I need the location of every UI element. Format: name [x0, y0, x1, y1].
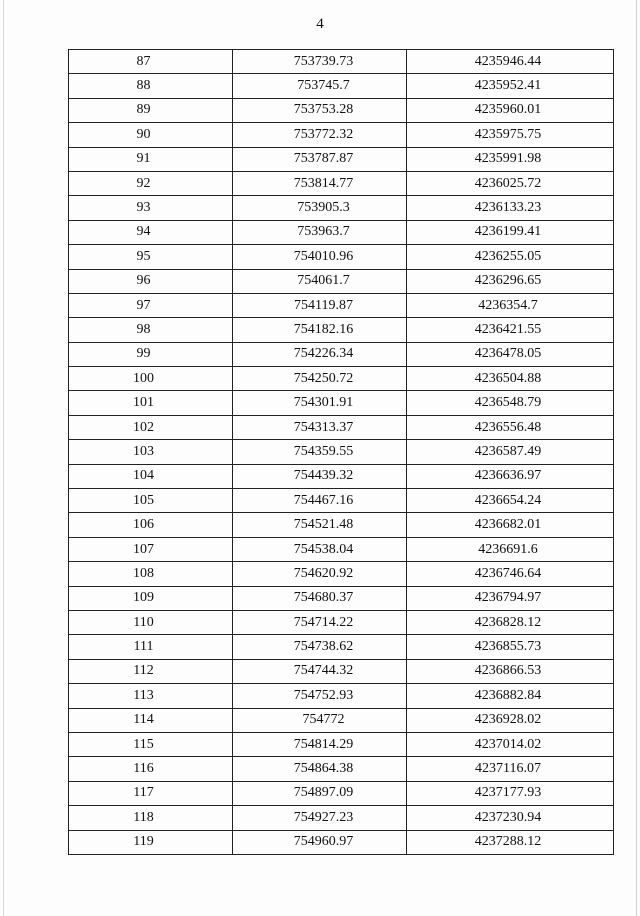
table-row: [69, 781, 614, 805]
point-number-cell: 104: [69, 464, 233, 488]
point-number-cell: 108: [69, 562, 233, 586]
scan-edge-left: [3, 0, 4, 916]
y-coordinate-cell: 4236654.24: [407, 489, 614, 513]
y-coordinate-cell: 4236255.05: [407, 245, 614, 269]
table-row: [69, 513, 614, 537]
y-coordinate-cell: 4236133.23: [407, 196, 614, 220]
table-row: [69, 391, 614, 415]
point-number-cell: 117: [69, 781, 233, 805]
x-coordinate-cell: 753814.77: [233, 171, 407, 195]
table-row: [69, 318, 614, 342]
table-row: [69, 489, 614, 513]
y-coordinate-cell: 4236548.79: [407, 391, 614, 415]
y-coordinate-cell: 4236828.12: [407, 610, 614, 634]
point-number-cell: 102: [69, 415, 233, 439]
coordinates-table-body: [69, 50, 614, 855]
table-row: [69, 440, 614, 464]
x-coordinate-cell: 754301.91: [233, 391, 407, 415]
y-coordinate-cell: 4236025.72: [407, 171, 614, 195]
point-number-cell: 105: [69, 489, 233, 513]
x-coordinate-cell: 753753.28: [233, 98, 407, 122]
x-coordinate-cell: 754250.72: [233, 367, 407, 391]
y-coordinate-cell: 4237014.02: [407, 732, 614, 756]
y-coordinate-cell: 4237116.07: [407, 757, 614, 781]
table-row: [69, 269, 614, 293]
y-coordinate-cell: 4236882.84: [407, 684, 614, 708]
x-coordinate-cell: 754521.48: [233, 513, 407, 537]
point-number-cell: 116: [69, 757, 233, 781]
y-coordinate-cell: 4236478.05: [407, 342, 614, 366]
y-coordinate-cell: 4236682.01: [407, 513, 614, 537]
x-coordinate-cell: 754960.97: [233, 830, 407, 854]
point-number-cell: 101: [69, 391, 233, 415]
x-coordinate-cell: 754182.16: [233, 318, 407, 342]
y-coordinate-cell: 4236587.49: [407, 440, 614, 464]
table-row: [69, 757, 614, 781]
x-coordinate-cell: 754119.87: [233, 293, 407, 317]
x-coordinate-cell: 754010.96: [233, 245, 407, 269]
y-coordinate-cell: 4236199.41: [407, 220, 614, 244]
x-coordinate-cell: 754226.34: [233, 342, 407, 366]
table-row: [69, 98, 614, 122]
table-row: [69, 610, 614, 634]
table-row: [69, 562, 614, 586]
point-number-cell: 115: [69, 732, 233, 756]
x-coordinate-cell: 754359.55: [233, 440, 407, 464]
y-coordinate-cell: 4237230.94: [407, 806, 614, 830]
x-coordinate-cell: 754738.62: [233, 635, 407, 659]
x-coordinate-cell: 753963.7: [233, 220, 407, 244]
y-coordinate-cell: 4235960.01: [407, 98, 614, 122]
point-number-cell: 114: [69, 708, 233, 732]
point-number-cell: 113: [69, 684, 233, 708]
point-number-cell: 90: [69, 123, 233, 147]
x-coordinate-cell: 753772.32: [233, 123, 407, 147]
x-coordinate-cell: 754897.09: [233, 781, 407, 805]
point-number-cell: 91: [69, 147, 233, 171]
point-number-cell: 109: [69, 586, 233, 610]
x-coordinate-cell: 754680.37: [233, 586, 407, 610]
table-row: [69, 415, 614, 439]
point-number-cell: 95: [69, 245, 233, 269]
y-coordinate-cell: 4235952.41: [407, 74, 614, 98]
table-row: [69, 732, 614, 756]
point-number-cell: 99: [69, 342, 233, 366]
x-coordinate-cell: 754814.29: [233, 732, 407, 756]
table-row: [69, 659, 614, 683]
scan-edge-right: [636, 0, 637, 916]
x-coordinate-cell: 754744.32: [233, 659, 407, 683]
point-number-cell: 118: [69, 806, 233, 830]
x-coordinate-cell: 753905.3: [233, 196, 407, 220]
x-coordinate-cell: 754538.04: [233, 537, 407, 561]
point-number-cell: 96: [69, 269, 233, 293]
x-coordinate-cell: 753745.7: [233, 74, 407, 98]
y-coordinate-cell: 4236928.02: [407, 708, 614, 732]
point-number-cell: 97: [69, 293, 233, 317]
x-coordinate-cell: 754752.93: [233, 684, 407, 708]
point-number-cell: 110: [69, 610, 233, 634]
table-row: [69, 586, 614, 610]
y-coordinate-cell: 4235991.98: [407, 147, 614, 171]
x-coordinate-cell: 754927.23: [233, 806, 407, 830]
table-row: [69, 806, 614, 830]
table-row: [69, 830, 614, 854]
point-number-cell: 106: [69, 513, 233, 537]
x-coordinate-cell: 754439.32: [233, 464, 407, 488]
table-row: [69, 123, 614, 147]
table-row: [69, 464, 614, 488]
y-coordinate-cell: 4235975.75: [407, 123, 614, 147]
coordinates-table: [68, 49, 614, 855]
x-coordinate-cell: 754620.92: [233, 562, 407, 586]
y-coordinate-cell: 4236556.48: [407, 415, 614, 439]
point-number-cell: 119: [69, 830, 233, 854]
x-coordinate-cell: 754714.22: [233, 610, 407, 634]
y-coordinate-cell: 4237288.12: [407, 830, 614, 854]
y-coordinate-cell: 4235946.44: [407, 50, 614, 74]
y-coordinate-cell: 4236504.88: [407, 367, 614, 391]
y-coordinate-cell: 4236855.73: [407, 635, 614, 659]
point-number-cell: 88: [69, 74, 233, 98]
table-row: [69, 220, 614, 244]
x-coordinate-cell: 754467.16: [233, 489, 407, 513]
point-number-cell: 112: [69, 659, 233, 683]
point-number-cell: 87: [69, 50, 233, 74]
point-number-cell: 93: [69, 196, 233, 220]
x-coordinate-cell: 754864.38: [233, 757, 407, 781]
table-row: [69, 50, 614, 74]
y-coordinate-cell: 4236866.53: [407, 659, 614, 683]
table-row: [69, 147, 614, 171]
point-number-cell: 98: [69, 318, 233, 342]
y-coordinate-cell: 4237177.93: [407, 781, 614, 805]
y-coordinate-cell: 4236636.97: [407, 464, 614, 488]
table-row: [69, 684, 614, 708]
table-row: [69, 635, 614, 659]
table-row: [69, 367, 614, 391]
point-number-cell: 107: [69, 537, 233, 561]
x-coordinate-cell: 753739.73: [233, 50, 407, 74]
table-row: [69, 196, 614, 220]
page-number: 4: [316, 16, 324, 32]
y-coordinate-cell: 4236296.65: [407, 269, 614, 293]
table-row: [69, 74, 614, 98]
table-row: [69, 708, 614, 732]
y-coordinate-cell: 4236746.64: [407, 562, 614, 586]
y-coordinate-cell: 4236691.6: [407, 537, 614, 561]
table-row: [69, 171, 614, 195]
point-number-cell: 92: [69, 171, 233, 195]
table-row: [69, 342, 614, 366]
x-coordinate-cell: 754772: [233, 708, 407, 732]
point-number-cell: 100: [69, 367, 233, 391]
y-coordinate-cell: 4236421.55: [407, 318, 614, 342]
table-row: [69, 537, 614, 561]
y-coordinate-cell: 4236354.7: [407, 293, 614, 317]
y-coordinate-cell: 4236794.97: [407, 586, 614, 610]
point-number-cell: 89: [69, 98, 233, 122]
point-number-cell: 111: [69, 635, 233, 659]
point-number-cell: 103: [69, 440, 233, 464]
point-number-cell: 94: [69, 220, 233, 244]
table-row: [69, 245, 614, 269]
table-row: [69, 293, 614, 317]
x-coordinate-cell: 754061.7: [233, 269, 407, 293]
x-coordinate-cell: 753787.87: [233, 147, 407, 171]
x-coordinate-cell: 754313.37: [233, 415, 407, 439]
